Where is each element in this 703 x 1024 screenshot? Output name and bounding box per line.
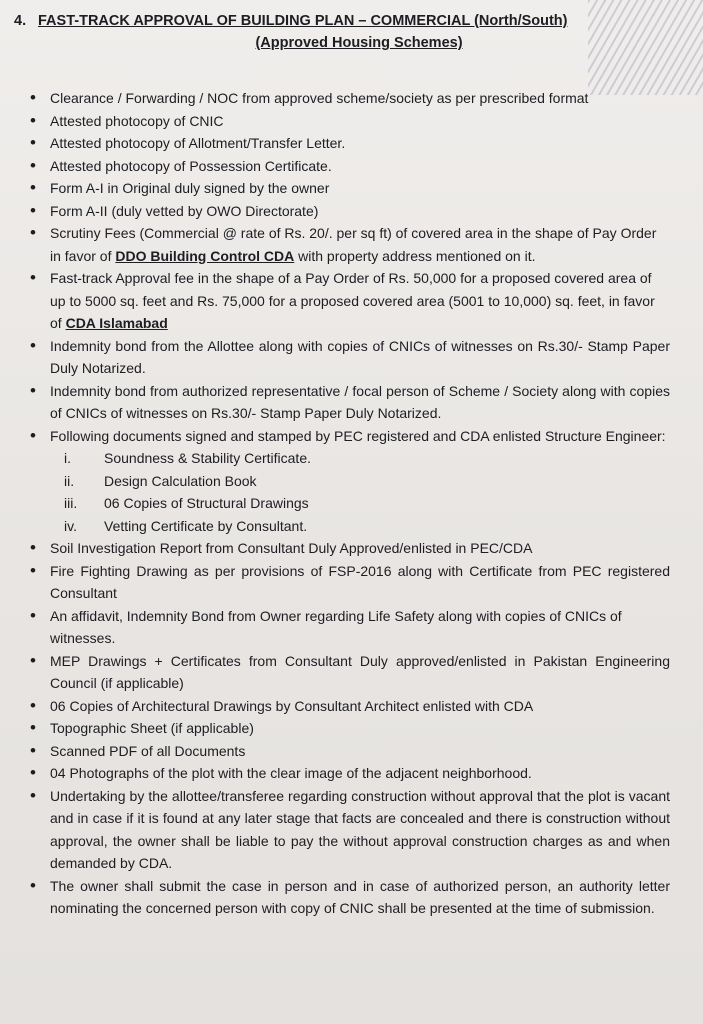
list-item: • Form A-II (duly vetted by OWO Directorate) bbox=[30, 200, 670, 223]
list-item: • Clearance / Forwarding / NOC from approved scheme/society as per prescribed format bbox=[30, 87, 670, 110]
list-item: • Soil Investigation Report from Consultant Duly Approved/enlisted in PEC/CDA bbox=[30, 537, 670, 560]
section-heading bbox=[14, 10, 614, 54]
list-item: • Attested photocopy of Allotment/Transfer Letter. bbox=[30, 132, 670, 155]
section-title: FAST-TRACK APPROVAL OF BUILDING PLAN – COMMERCIAL (North/South) bbox=[38, 13, 568, 29]
requirements-list bbox=[30, 87, 670, 920]
section-number: 4. bbox=[14, 13, 27, 29]
sub-list-item: i. Soundness & Stability Certificate. bbox=[64, 450, 311, 466]
list-item: • The owner shall submit the case in person and in case of authorized person, an authority letter nominating the concerned person with copy of CNIC shall be presented at the time of submission. bbox=[30, 875, 670, 920]
list-item: • Fast-track Approval fee in the shape of a Pay Order of Rs. 50,000 for a proposed covered area of up to 5000 sq. feet and Rs. 75,000 for a proposed covered area (5001 to 10,000) sq. feet, in favor of CDA Islamabad bbox=[30, 267, 670, 335]
list-item: • 06 Copies of Architectural Drawings by Consultant Architect enlisted with CDA bbox=[30, 695, 670, 718]
list-item: • An affidavit, Indemnity Bond from Owner regarding Life Safety along with copies of CNICs of witnesses. bbox=[30, 605, 670, 650]
list-item: • Following documents signed and stamped by PEC registered and CDA enlisted Structure Engineer: i. Soundness & Stability Certificate. ii. Design Calculation Book iii. 06 Copies of Structural Drawings iv. Vetting Certificate by Consultant. bbox=[30, 425, 670, 538]
list-item: • Fire Fighting Drawing as per provisions of FSP-2016 along with Certificate from PEC registered Consultant bbox=[30, 560, 670, 605]
list-item: • Attested photocopy of CNIC bbox=[30, 110, 670, 133]
list-item: • Indemnity bond from the Allottee along with copies of CNICs of witnesses on Rs.30/- Stamp Paper Duly Notarized. bbox=[30, 335, 670, 380]
list-item: • Scanned PDF of all Documents bbox=[30, 740, 670, 763]
sub-list-item: iii. 06 Copies of Structural Drawings bbox=[64, 495, 309, 511]
list-item: • Form A-I in Original duly signed by the owner bbox=[30, 177, 670, 200]
list-item: • 04 Photographs of the plot with the clear image of the adjacent neighborhood. bbox=[30, 762, 670, 785]
sub-list-item: ii. Design Calculation Book bbox=[64, 472, 257, 489]
list-item: • MEP Drawings + Certificates from Consultant Duly approved/enlisted in Pakistan Engineering Council (if applicable) bbox=[30, 650, 670, 695]
section-subtitle: (Approved Housing Schemes) bbox=[255, 35, 463, 51]
list-item: • Indemnity bond from authorized representative / focal person of Scheme / Society along with copies of CNICs of witnesses on Rs.30/- Stamp Paper Duly Notarized. bbox=[30, 380, 670, 425]
payee-name: CDA Islamabad bbox=[65, 315, 168, 331]
structural-documents-sublist bbox=[50, 447, 670, 537]
list-item: • Scrutiny Fees (Commercial @ rate of Rs. 20/. per sq ft) of covered area in the shape of Pay Order in favor of DDO Building Control CDA with property address mentioned on it. bbox=[30, 222, 670, 267]
list-item: • Undertaking by the allottee/transferee regarding construction without approval that the plot is vacant and in case if it is found at any later stage that facts are concealed and there is construction without approval, the owner shall be liable to pay the without approval construction charges as and when demanded by CDA. bbox=[30, 785, 670, 875]
sub-list-item: iv. Vetting Certificate by Consultant. bbox=[64, 517, 308, 534]
list-item: • Topographic Sheet (if applicable) bbox=[30, 717, 670, 740]
payee-name: DDO Building Control CDA bbox=[115, 247, 295, 264]
list-item: • Attested photocopy of Possession Certificate. bbox=[30, 155, 670, 178]
